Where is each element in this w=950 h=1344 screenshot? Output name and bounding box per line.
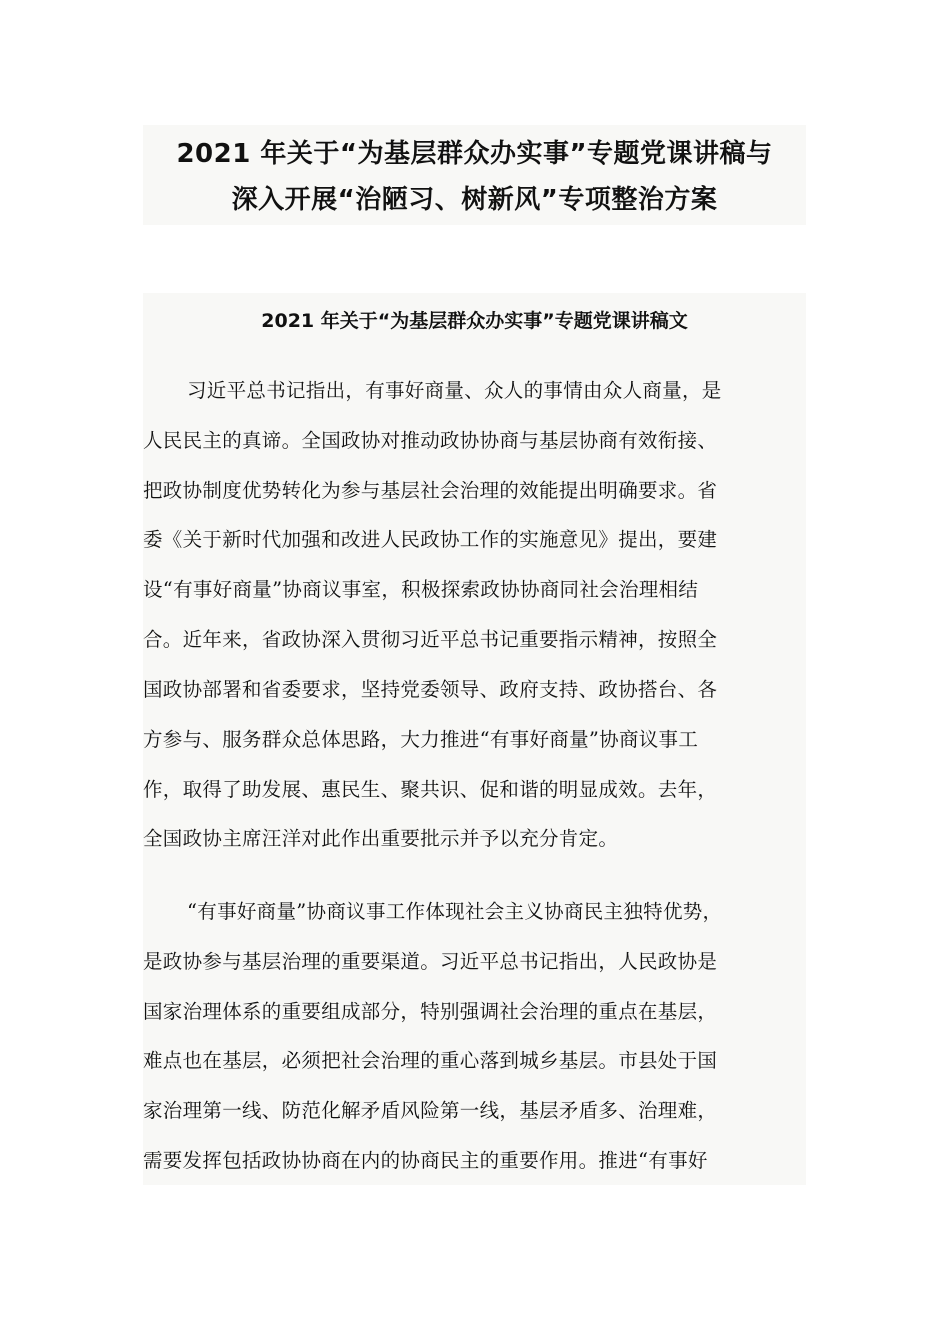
- paragraph-1-line: 国政协部署和省委要求，坚持党委领导、政府支持、政协搭台、各: [143, 678, 718, 701]
- paragraph-2-line: 国家治理体系的重要组成部分，特别强调社会治理的重点在基层，: [143, 1000, 718, 1023]
- paragraph-1-line: 作，取得了助发展、惠民生、聚共识、促和谐的明显成效。去年，: [143, 778, 718, 801]
- paragraph-1-line: 把政协制度优势转化为参与基层社会治理的效能提出明确要求。省: [143, 479, 718, 502]
- paragraph-1-line: 全国政协主席汪洋对此作出重要批示并予以充分肯定。: [143, 827, 619, 850]
- paragraph-1-line: 合。近年来，省政协深入贯彻习近平总书记重要指示精神，按照全: [143, 628, 718, 651]
- paragraph-1-line: 习近平总书记指出，有事好商量、众人的事情由众人商量，是: [187, 379, 722, 402]
- document-title-block: [143, 125, 806, 225]
- paragraph-1-line: 人民民主的真谛。全国政协对推动政协协商与基层协商有效衔接、: [143, 429, 718, 452]
- paragraph-2-line: “有事好商量”协商议事工作体现社会主义协商民主独特优势，: [187, 900, 723, 923]
- paragraph-1-line: 方参与、服务群众总体思路，大力推进“有事好商量”协商议事工: [143, 728, 699, 751]
- document-title-line-2: 深入开展“治陋习、树新风”专项整治方案: [231, 185, 718, 215]
- paragraph-2-line: 家治理第一线、防范化解矛盾风险第一线，基层矛盾多、治理难，: [143, 1099, 718, 1122]
- paragraph-2-line: 需要发挥包括政协协商在内的协商民主的重要作用。推进“有事好: [143, 1149, 708, 1172]
- paragraph-1-line: 设“有事好商量”协商议事室，积极探索政协协商同社会治理相结: [143, 578, 699, 601]
- paragraph-2-line: 难点也在基层，必须把社会治理的重心落到城乡基层。市县处于国: [143, 1049, 718, 1072]
- section-heading: 2021 年关于“为基层群众办实事”专题党课讲稿文: [261, 310, 688, 332]
- paragraph-1-line: 委《关于新时代加强和改进人民政协工作的实施意见》提出，要建: [143, 528, 718, 551]
- document-title-line-1: 2021 年关于“为基层群众办实事”专题党课讲稿与: [176, 139, 773, 169]
- paragraph-2-line: 是政协参与基层治理的重要渠道。习近平总书记指出，人民政协是: [143, 950, 718, 973]
- document-body: [143, 293, 806, 1185]
